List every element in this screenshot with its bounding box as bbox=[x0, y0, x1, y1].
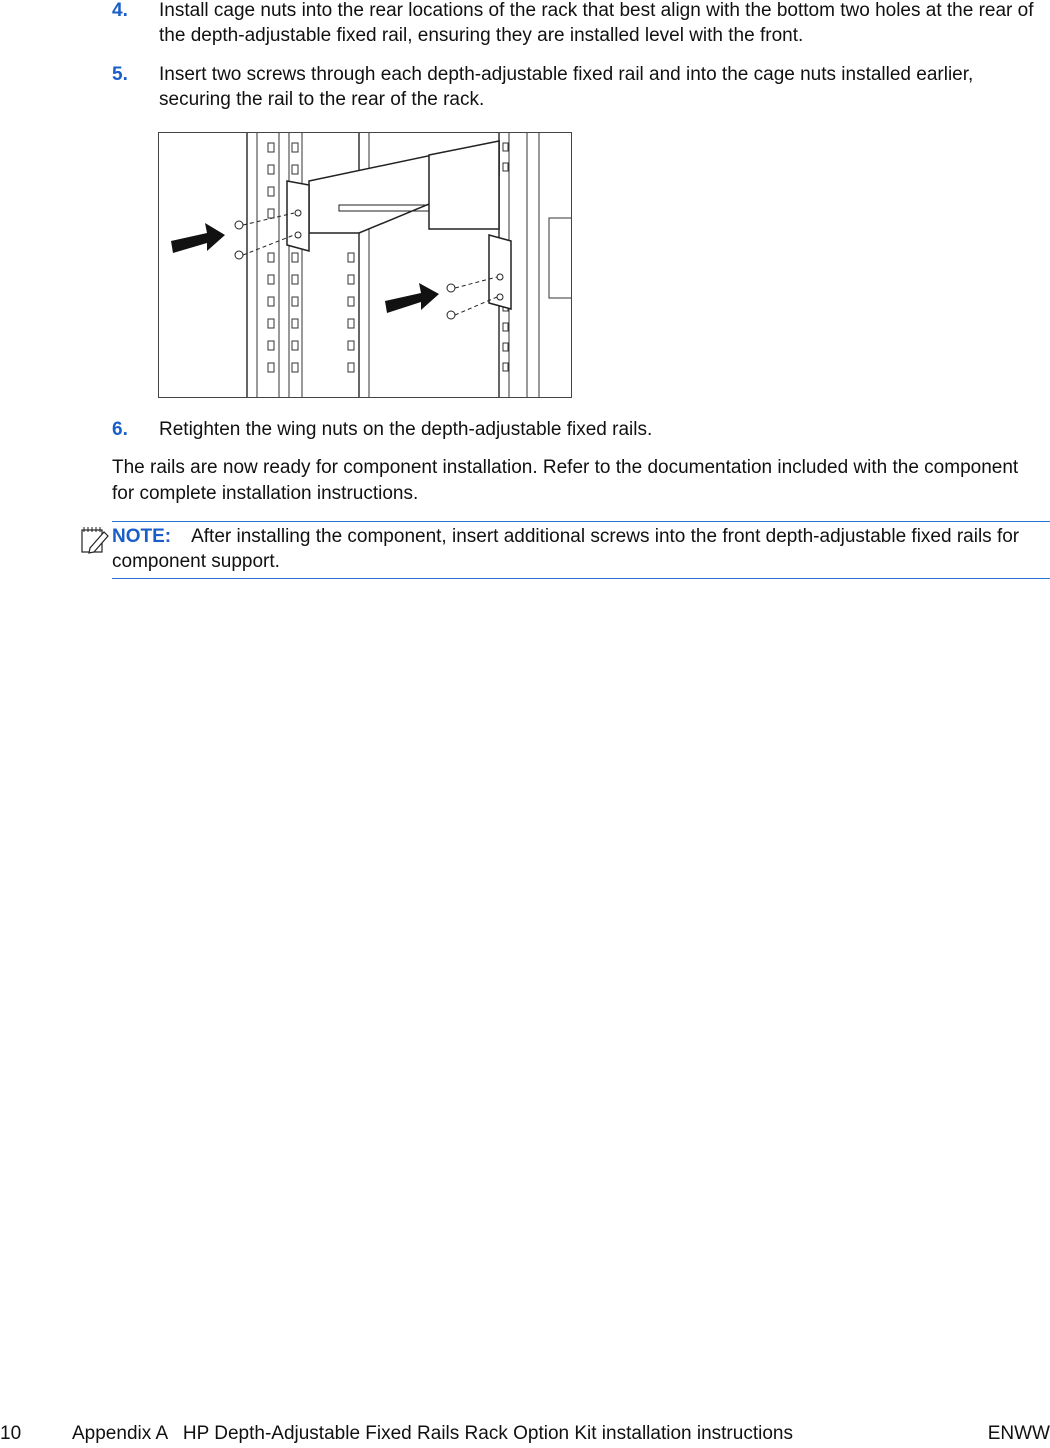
step-4 bbox=[112, 0, 1042, 48]
step-number: 6. bbox=[112, 419, 128, 440]
step-number: 4. bbox=[112, 0, 128, 21]
footer-lang-code: ENWW bbox=[987, 1423, 1050, 1444]
footer-title: Appendix A HP Depth-Adjustable Fixed Rails Rack Option Kit installation instructions bbox=[72, 1423, 793, 1444]
note-text: After installing the component, insert additional screws into the front depth-adjustable fixed rails for component support. bbox=[112, 526, 1020, 572]
rack-illustration-svg bbox=[159, 133, 572, 398]
note-label: NOTE: bbox=[112, 526, 172, 547]
step-text: Install cage nuts into the rear locations of the rack that best align with the bottom two holes at the rear of the depth-adjustable fixed rail, ensuring they are installed level with the front. bbox=[159, 0, 1034, 46]
note-pencil-icon bbox=[80, 524, 110, 554]
rack-rail-illustration bbox=[158, 132, 572, 398]
step-number: 5. bbox=[112, 64, 128, 85]
step-text: Insert two screws through each depth-adjustable fixed rail and into the cage nuts installed earlier, securing the rail to the rear of the rack. bbox=[159, 64, 974, 110]
step-5 bbox=[112, 62, 1042, 112]
body-paragraph: The rails are now ready for component installation. Refer to the documentation included with the component for complete installation instructions. bbox=[112, 457, 1019, 504]
step-text: Retighten the wing nuts on the depth-adjustable fixed rails. bbox=[159, 419, 653, 440]
step-6 bbox=[112, 417, 1042, 442]
page-footer bbox=[0, 1421, 1050, 1447]
note-box bbox=[112, 521, 1050, 579]
page-number: 10 bbox=[0, 1423, 22, 1444]
